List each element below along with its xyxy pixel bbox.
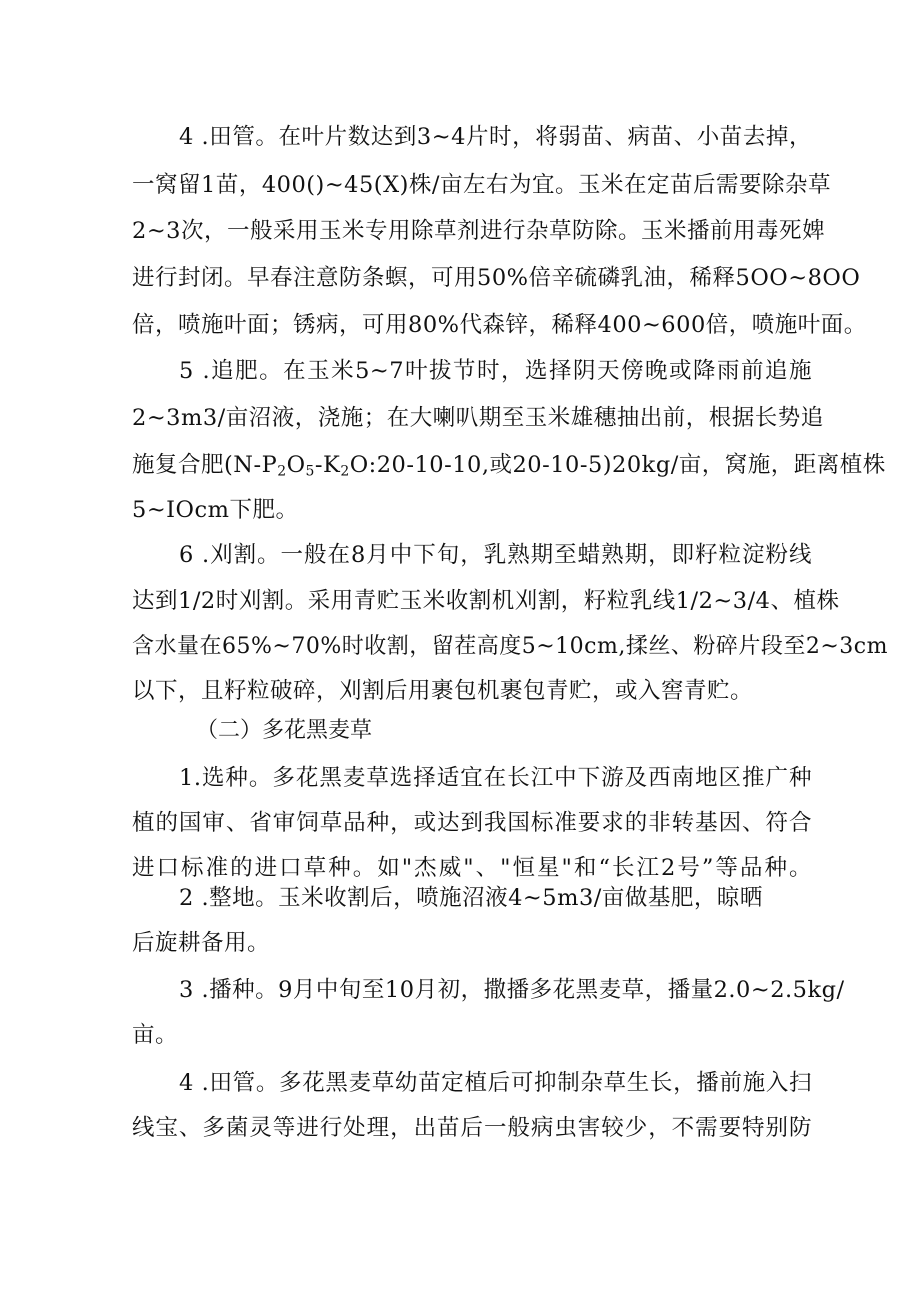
text-line: 2~3m3/亩沼液，浇施；在大喇叭期至玉米雄穗抽出前，根据长势追	[132, 405, 824, 431]
text-line: 4 .田管。多花黑麦草幼苗定植后可抑制杂草生长，播前施入扫	[179, 1070, 812, 1096]
text-line: 达到1/2时刈割。采用青贮玉米收割机刈割，籽粒乳线1/2~3/4、植株	[132, 588, 840, 614]
text-line: 3 .播种。9月中旬至10月初，撒播多花黑麦草，播量2.0~2.5kg/	[179, 977, 845, 1003]
text-line: 一窝留1苗，400()~45(X)株/亩左右为宜。玉米在定苗后需要除杂草	[132, 172, 831, 198]
text-line: 含水量在65%~70%时收割，留茬高度5~10cm,揉丝、粉碎片段至2~3cm	[132, 634, 888, 659]
text-line: 进口标准的进口草种。如"杰威"、"恒星"和“长江2号”等品种。	[132, 855, 812, 881]
text-line: 5 .追肥。在玉米5~7叶拔节时，选择阴天傍晚或降雨前追施	[179, 358, 812, 384]
text-line: 以下，且籽粒破碎，刈割后用裹包机裹包青贮，或入窖青贮。	[132, 678, 754, 704]
text-line: 亩。	[132, 1022, 179, 1048]
text-line: 4 .田管。在叶片数达到3~4片时，将弱苗、病苗、小苗去掉，	[179, 124, 812, 150]
text-line: 5~IOcm下肥。	[132, 497, 299, 523]
text-line: 1.选种。多花黑麦草选择适宜在长江中下游及西南地区推广种	[179, 765, 812, 791]
text-line: 2~3次，一般采用玉米专用除草剂进行杂草防除。玉米播前用毒死婢	[132, 218, 825, 244]
text-line: 植的国审、省审饲草品种，或达到我国标准要求的非转基因、符合	[132, 810, 812, 836]
text-line: 施复合肥($N-P_2O_5-K_2O:20-10-10$,或20-10-5)20kg/亩，窝施，距离植株	[132, 452, 886, 480]
text-line: 线宝、多菌灵等进行处理，出苗后一般病虫害较少，不需要特别防	[132, 1115, 812, 1141]
text-line: 2 .整地。玉米收割后，喷施沼液4~5m3/亩做基肥，晾晒	[179, 885, 763, 911]
section-heading: （二）多花黑麦草	[196, 718, 373, 743]
text-line: 倍，喷施叶面；锈病，可用80%代森锌，稀释400~600倍，喷施叶面。	[132, 312, 867, 338]
text-line: 6 .刈割。一般在8月中下旬，乳熟期至蜡熟期，即籽粒淀粉线	[179, 542, 812, 568]
text-line: 进行封闭。早春注意防条螟，可用50%倍辛硫磷乳油，稀释5OO~8OO	[132, 265, 861, 291]
text-line: 后旋耕备用。	[132, 930, 271, 956]
